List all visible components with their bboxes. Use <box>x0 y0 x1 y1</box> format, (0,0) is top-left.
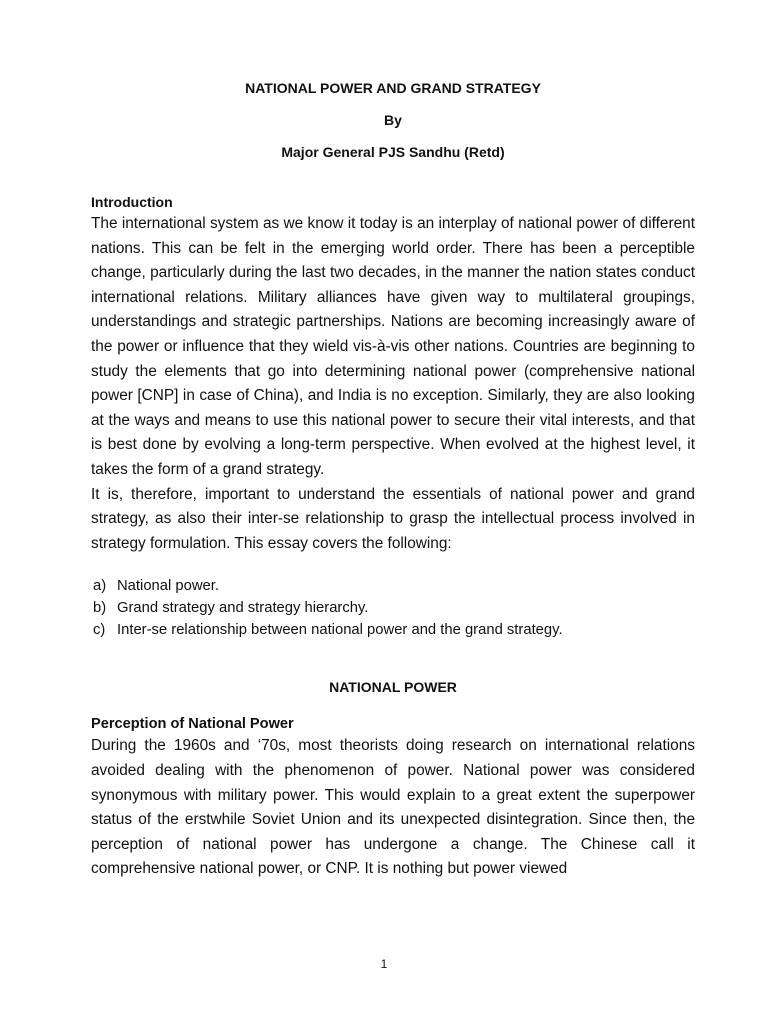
subheading-perception: Perception of National Power <box>91 716 294 733</box>
section-heading-national-power: NATIONAL POWER <box>329 679 457 696</box>
document-body <box>91 78 695 882</box>
document-title: NATIONAL POWER AND GRAND STRATEGY <box>245 80 541 96</box>
list-item-text: Inter-se relationship between national power and the grand strategy. <box>117 622 563 639</box>
list-item-marker: a) <box>93 578 107 595</box>
intro-paragraph-2: It is, therefore, important to understand the essentials of national power and grand strategy, as also their inter-se relationship to grasp the intellectual process involved in strategy formulation. This essay covers the following: <box>91 485 695 552</box>
page-number: 1 <box>380 957 388 971</box>
list-item <box>91 575 695 597</box>
list-item-marker: b) <box>93 600 107 617</box>
byline-by: By <box>384 112 402 128</box>
introduction-heading: Introduction <box>91 194 173 210</box>
list-item <box>91 619 695 641</box>
author-name: Major General PJS Sandhu (Retd) <box>281 144 505 160</box>
covered-topics-list <box>91 575 695 641</box>
list-item <box>91 597 695 619</box>
perception-paragraph: During the 1960s and ‘70s, most theorists doing research on international relations avoided dealing with the phenomenon of power. National power was considered synonymous with military power. This would explain to a great extent the superpower status of the erstwhile Soviet Union and its unexpected disintegration. Since then, the perception of national power has undergone a change. The Chinese call it comprehensive national power, or CNP. It is nothing but power viewed <box>91 737 695 878</box>
list-item-marker: c) <box>93 622 106 639</box>
list-item-text: National power. <box>117 578 219 595</box>
intro-paragraph-1: The international system as we know it today is an interplay of national power of different nations. This can be felt in the emerging world order. There has been a perceptible change, particularly during the last two decades, in the manner the nation states conduct international relations. Military alliances have given way to multilateral groupings, understandings and strategic partnerships. Nations are becoming increasingly aware of the power or influence that they wield vis-à-vis other nations. Countries are beginning to study the elements that go into determining national power (comprehensive national power [CNP] in case of China), and India is no exception. Similarly, they are also looking at the ways and means to use this national power to secure their vital interests, and that is best done by evolving a long-term perspective. When evolved at the highest level, it takes the form of a grand strategy. <box>91 215 695 478</box>
list-item-text: Grand strategy and strategy hierarchy. <box>117 600 369 617</box>
